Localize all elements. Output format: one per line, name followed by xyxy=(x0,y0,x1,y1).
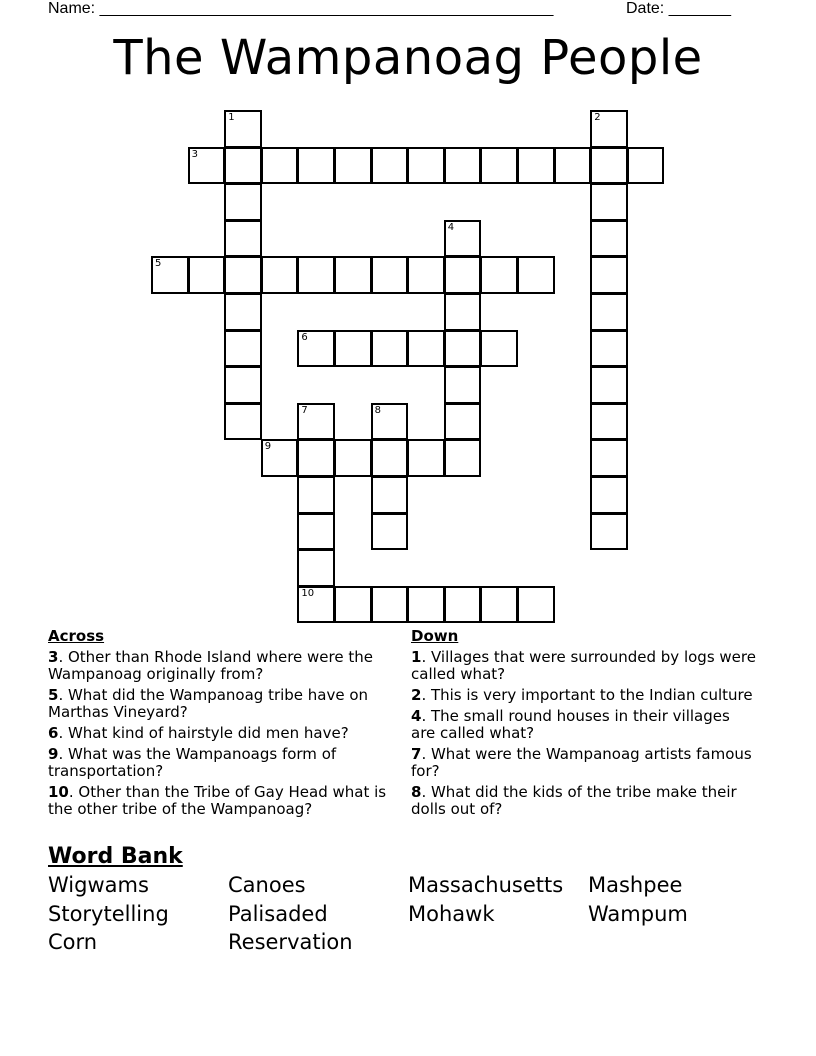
crossword-cell[interactable] xyxy=(590,147,628,185)
clue-across-5: 5. What did the Wampanoag tribe have on Marthas Vineyard? xyxy=(48,686,369,721)
crossword-cell[interactable] xyxy=(224,183,262,221)
word-bank-item: Wampum xyxy=(588,902,688,926)
clue-number: 8 xyxy=(374,404,381,416)
crossword-cell[interactable] xyxy=(407,147,445,185)
crossword-cell[interactable] xyxy=(517,256,555,294)
crossword-cell[interactable] xyxy=(224,147,262,185)
crossword-cell[interactable] xyxy=(297,256,335,294)
crossword-cell[interactable] xyxy=(444,366,482,404)
crossword-cell[interactable] xyxy=(480,147,518,185)
crossword-cell[interactable] xyxy=(371,439,409,477)
crossword-cell[interactable] xyxy=(517,147,555,185)
clue-number: 7 xyxy=(301,404,308,416)
crossword-cell[interactable] xyxy=(590,110,628,148)
clue-across-10: 10. Other than the Tribe of Gay Head what is the other tribe of the Wampanoag? xyxy=(48,783,387,818)
crossword-cell[interactable] xyxy=(334,330,372,368)
clue-number: 1 xyxy=(228,112,235,123)
crossword-cell[interactable] xyxy=(444,220,482,258)
crossword-cell[interactable] xyxy=(590,293,628,331)
crossword-cell[interactable] xyxy=(627,147,665,185)
name-field-label[interactable]: Name: ___________________________________________________ xyxy=(48,0,554,17)
down-heading: Down xyxy=(411,627,459,645)
clue-across-9: 9. What was the Wampanoags form of transportation? xyxy=(48,745,337,780)
clue-down-4: 4. The small round houses in their villages are called what? xyxy=(411,707,730,742)
crossword-cell[interactable] xyxy=(224,330,262,368)
word-bank-item: Corn xyxy=(48,930,98,954)
crossword-cell[interactable] xyxy=(371,513,409,551)
crossword-cell[interactable] xyxy=(224,220,262,258)
word-bank-item: Wigwams xyxy=(48,873,149,897)
crossword-cell[interactable] xyxy=(261,147,299,185)
crossword-cell[interactable] xyxy=(224,366,262,404)
crossword-cell[interactable] xyxy=(554,147,592,185)
crossword-cell[interactable] xyxy=(224,110,262,148)
crossword-cell[interactable] xyxy=(371,586,409,624)
date-field-label[interactable]: Date: _______ xyxy=(626,0,731,17)
clue-number: 3 xyxy=(191,148,198,160)
crossword-cell[interactable] xyxy=(151,256,189,294)
down-clues xyxy=(411,628,756,822)
crossword-cell[interactable] xyxy=(444,439,482,477)
crossword-cell[interactable] xyxy=(297,330,335,368)
crossword-cell[interactable] xyxy=(297,476,335,514)
crossword-cell[interactable] xyxy=(444,293,482,331)
crossword-cell[interactable] xyxy=(371,403,409,441)
crossword-cell[interactable] xyxy=(224,256,262,294)
clue-number: 9 xyxy=(264,441,272,453)
crossword-cell[interactable] xyxy=(261,256,299,294)
across-heading: Across xyxy=(48,627,105,645)
crossword-cell[interactable] xyxy=(407,256,445,294)
word-bank-item: Canoes xyxy=(228,873,306,897)
crossword-cell[interactable] xyxy=(407,439,445,477)
clue-across-3: 3. Other than Rhode Island where were the Wampanoag originally from? xyxy=(48,648,373,683)
crossword-cell[interactable] xyxy=(371,256,409,294)
clue-number: 6 xyxy=(301,331,308,343)
crossword-cell[interactable] xyxy=(407,586,445,624)
clue-down-2: 2. This is very important to the Indian culture xyxy=(411,686,753,704)
page-title: The Wampanoag People xyxy=(113,30,703,86)
crossword-cell[interactable] xyxy=(444,403,482,441)
crossword-cell[interactable] xyxy=(444,147,482,185)
crossword-cell[interactable] xyxy=(590,366,628,404)
crossword-cell[interactable] xyxy=(590,476,628,514)
crossword-cell[interactable] xyxy=(590,183,628,221)
clue-down-1: 1. Villages that were surrounded by logs were called what? xyxy=(411,648,756,683)
crossword-cell[interactable] xyxy=(407,330,445,368)
clue-down-7: 7. What were the Wampanoag artists famous for? xyxy=(411,745,752,780)
word-bank-item: Mashpee xyxy=(588,873,683,897)
crossword-cell[interactable] xyxy=(297,403,335,441)
word-bank-item: Palisaded xyxy=(228,902,328,926)
clue-number: 5 xyxy=(155,258,162,270)
crossword-cell[interactable] xyxy=(261,439,299,477)
crossword-cell[interactable] xyxy=(188,147,226,185)
crossword-cell[interactable] xyxy=(590,256,628,294)
word-bank-item: Mohawk xyxy=(408,902,495,926)
clue-number: 2 xyxy=(594,112,601,123)
clue-number: 10 xyxy=(301,587,315,599)
crossword-cell[interactable] xyxy=(297,586,335,624)
crossword-cell[interactable] xyxy=(590,513,628,551)
across-clues xyxy=(48,628,398,822)
crossword-cell[interactable] xyxy=(444,256,482,294)
crossword-cell[interactable] xyxy=(590,439,628,477)
crossword-cell[interactable] xyxy=(480,256,518,294)
word-bank-item: Reservation xyxy=(228,930,353,954)
crossword-cell[interactable] xyxy=(297,549,335,587)
crossword-cell[interactable] xyxy=(334,586,372,624)
crossword-cell[interactable] xyxy=(480,330,518,368)
crossword-cell[interactable] xyxy=(590,330,628,368)
crossword-cell[interactable] xyxy=(334,256,372,294)
crossword-cell[interactable] xyxy=(297,439,335,477)
clue-across-6: 6. What kind of hairstyle did men have? xyxy=(48,724,349,742)
crossword-cell[interactable] xyxy=(444,330,482,368)
word-bank-item: Massachusetts xyxy=(408,873,564,897)
crossword-cell[interactable] xyxy=(371,476,409,514)
crossword-cell[interactable] xyxy=(590,220,628,258)
crossword-cell[interactable] xyxy=(371,330,409,368)
word-bank-title: Word Bank xyxy=(48,844,183,869)
clue-number: 4 xyxy=(447,221,455,233)
crossword-cell[interactable] xyxy=(297,513,335,551)
crossword-cell[interactable] xyxy=(334,439,372,477)
word-bank-item: Storytelling xyxy=(48,902,169,926)
crossword-cell[interactable] xyxy=(480,586,518,624)
crossword-cell[interactable] xyxy=(188,256,226,294)
crossword-cell[interactable] xyxy=(334,147,372,185)
crossword-cell[interactable] xyxy=(224,293,262,331)
crossword-cell[interactable] xyxy=(590,403,628,441)
clue-down-8: 8. What did the kids of the tribe make their dolls out of? xyxy=(411,783,737,818)
crossword-cell[interactable] xyxy=(371,147,409,185)
crossword-cell[interactable] xyxy=(517,586,555,624)
crossword-cell[interactable] xyxy=(444,586,482,624)
crossword-cell[interactable] xyxy=(224,403,262,441)
crossword-cell[interactable] xyxy=(297,147,335,185)
